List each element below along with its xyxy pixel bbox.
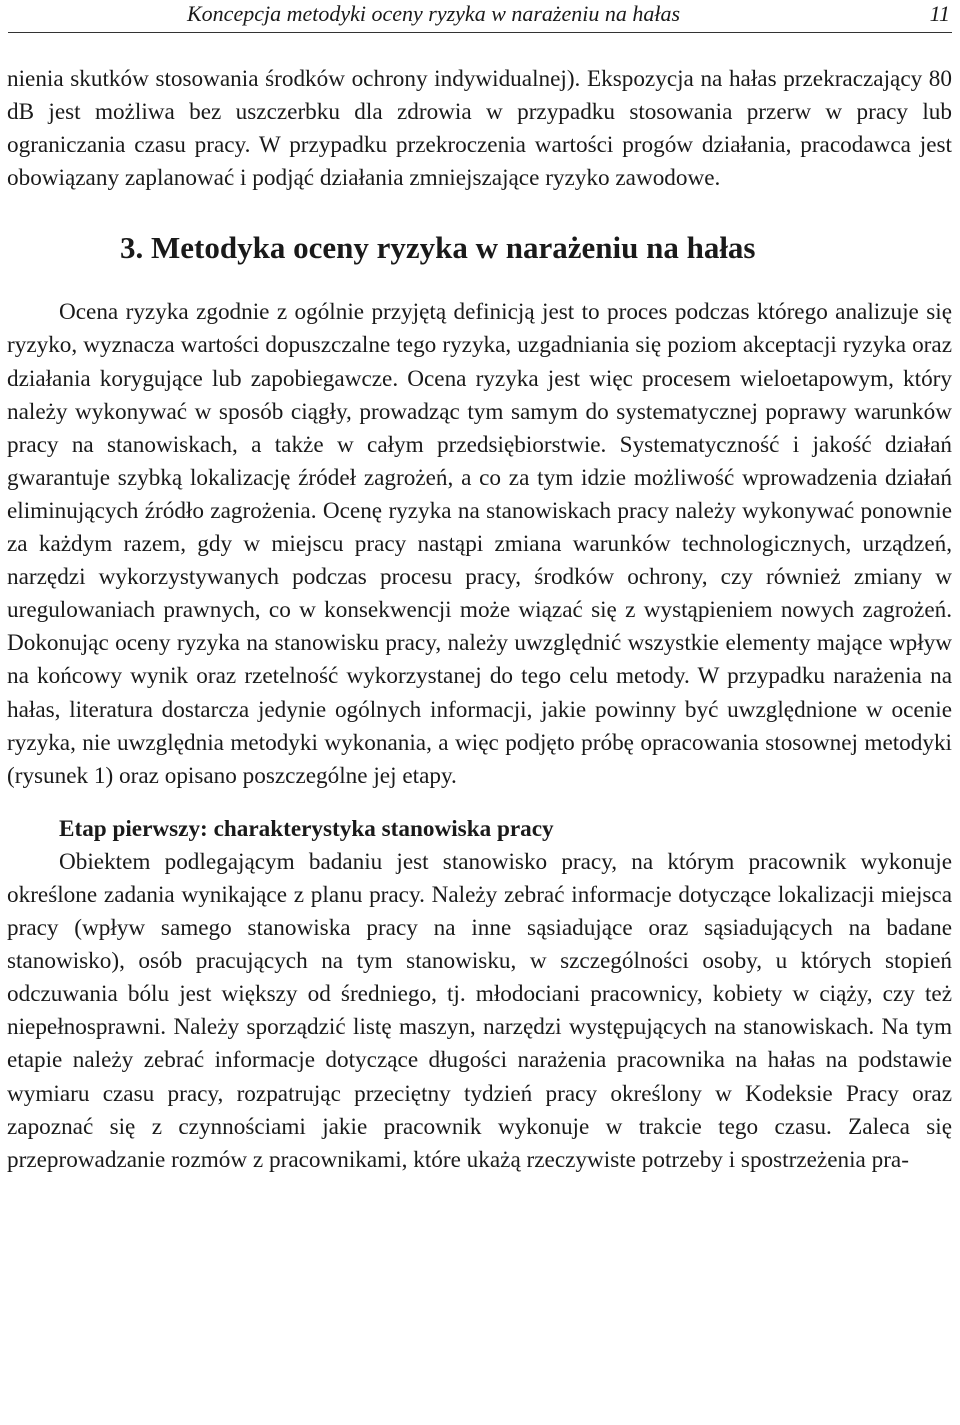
intro-paragraph: nienia skutków stosowania środków ochrony indywidualnej). Ekspozycja na hałas przekraczający 80 dB jest możliwa bez uszczerbku dla zdrowia w przypadku stosowania przerw w pracy lub ograniczania czasu pracy. W przypadku przekroczenia wartości progów działania, pracodawca jest obowiązany zaplanować i podjąć działania zmniejszające ryzyko zawodowe. <box>7 66 952 192</box>
page-body <box>7 63 952 1177</box>
section-body-paragraph: Ocena ryzyka zgodnie z ogólnie przyjętą definicją jest to proces podczas którego analizuje się ryzyko, wyznacza wartości dopuszczalne tego ryzyka, uzgadniania się poziom akceptacji ryzyka oraz działania korygujące lub zapobiegawcze. Ocena ryzyka jest więc procesem wieloetapowym, który należy wykonywać w sposób ciągły, prowadząc tym samym do systematycznej poprawy warunków pracy na stanowiskach, a także w całym przedsiębiorstwie. Systematyczność i jakość działań gwarantuje szybką lokalizację źródeł zagrożeń, a co za tym idzie możliwość wprowadzenia działań eliminujących źródło zagrożenia. Ocenę ryzyka na stanowiskach pracy należy wykonywać ponownie za każdym razem, gdy w miejscu pracy nastąpi zmiana warunków technologicznych, urządzeń, narzędzi wykorzystywanych podczas procesu pracy, środków ochrony, czy również zmiany w uregulowaniach prawnych, co w konsekwencji może wiązać się z wystąpieniem nowych zagrożeń. Dokonując oceny ryzyka na stanowisku pracy, należy uwzględnić wszystkie elementy mające wpływ na końcowy wynik oraz rzetelność wykorzystanej do tego celu metody. W przypadku narażenia na hałas, literatura dostarcza jedynie ogólnych informacji, jakie powinny być uwzględnione w ocenie ryzyka, nie uwzględnia metodyki wykonania, a więc podjęto próbę opracowania stosownej metodyki (rysunek 1) oraz opisano poszczególne jej etapy. <box>7 299 952 789</box>
stage-one-paragraph: Obiektem podlegającym badaniu jest stanowisko pracy, na którym pracownik wykonuje określone zadania wynikające z planu pracy. Należy zebrać informacje dotyczące lokalizacji miejsca pracy (wpływ samego stanowiska pracy na inne sąsiadujące oraz sąsiadujących na badane stanowisko), osób pracujących na tym stanowisku, w szczególności osoby, u których stopień odczuwania bólu jest większy od średniego, tj. młodociani pracownicy, kobiety w ciąży, czy też niepełnosprawni. Należy sporządzić listę maszyn, narzędzi występujących na stanowiskach. Na tym etapie należy zebrać informacje dotyczące długości narażenia pracownika na hałas na podstawie wymiaru czasu pracy, rozpatrując przeciętny tydzień pracy określony w Kodeksie Pracy oraz zapoznać się z czynnościami jakie pracownik wykonuje w trakcie tego czasu. Zaleca się przeprowadzanie rozmów z pracownikami, które ukażą rzeczywiste potrzeby i spostrzeżenia pra- <box>7 848 952 1173</box>
running-header-title: Koncepcja metodyki oceny ryzyka w narażeniu na hałas <box>187 1 681 26</box>
stage-one-heading: Etap pierwszy: charakterystyka stanowiska pracy <box>59 815 554 842</box>
page-number: 11 <box>929 1 950 26</box>
section-heading: 3. Metodyka oceny ryzyka w narażeniu na hałas <box>120 230 756 266</box>
running-header <box>8 0 952 33</box>
